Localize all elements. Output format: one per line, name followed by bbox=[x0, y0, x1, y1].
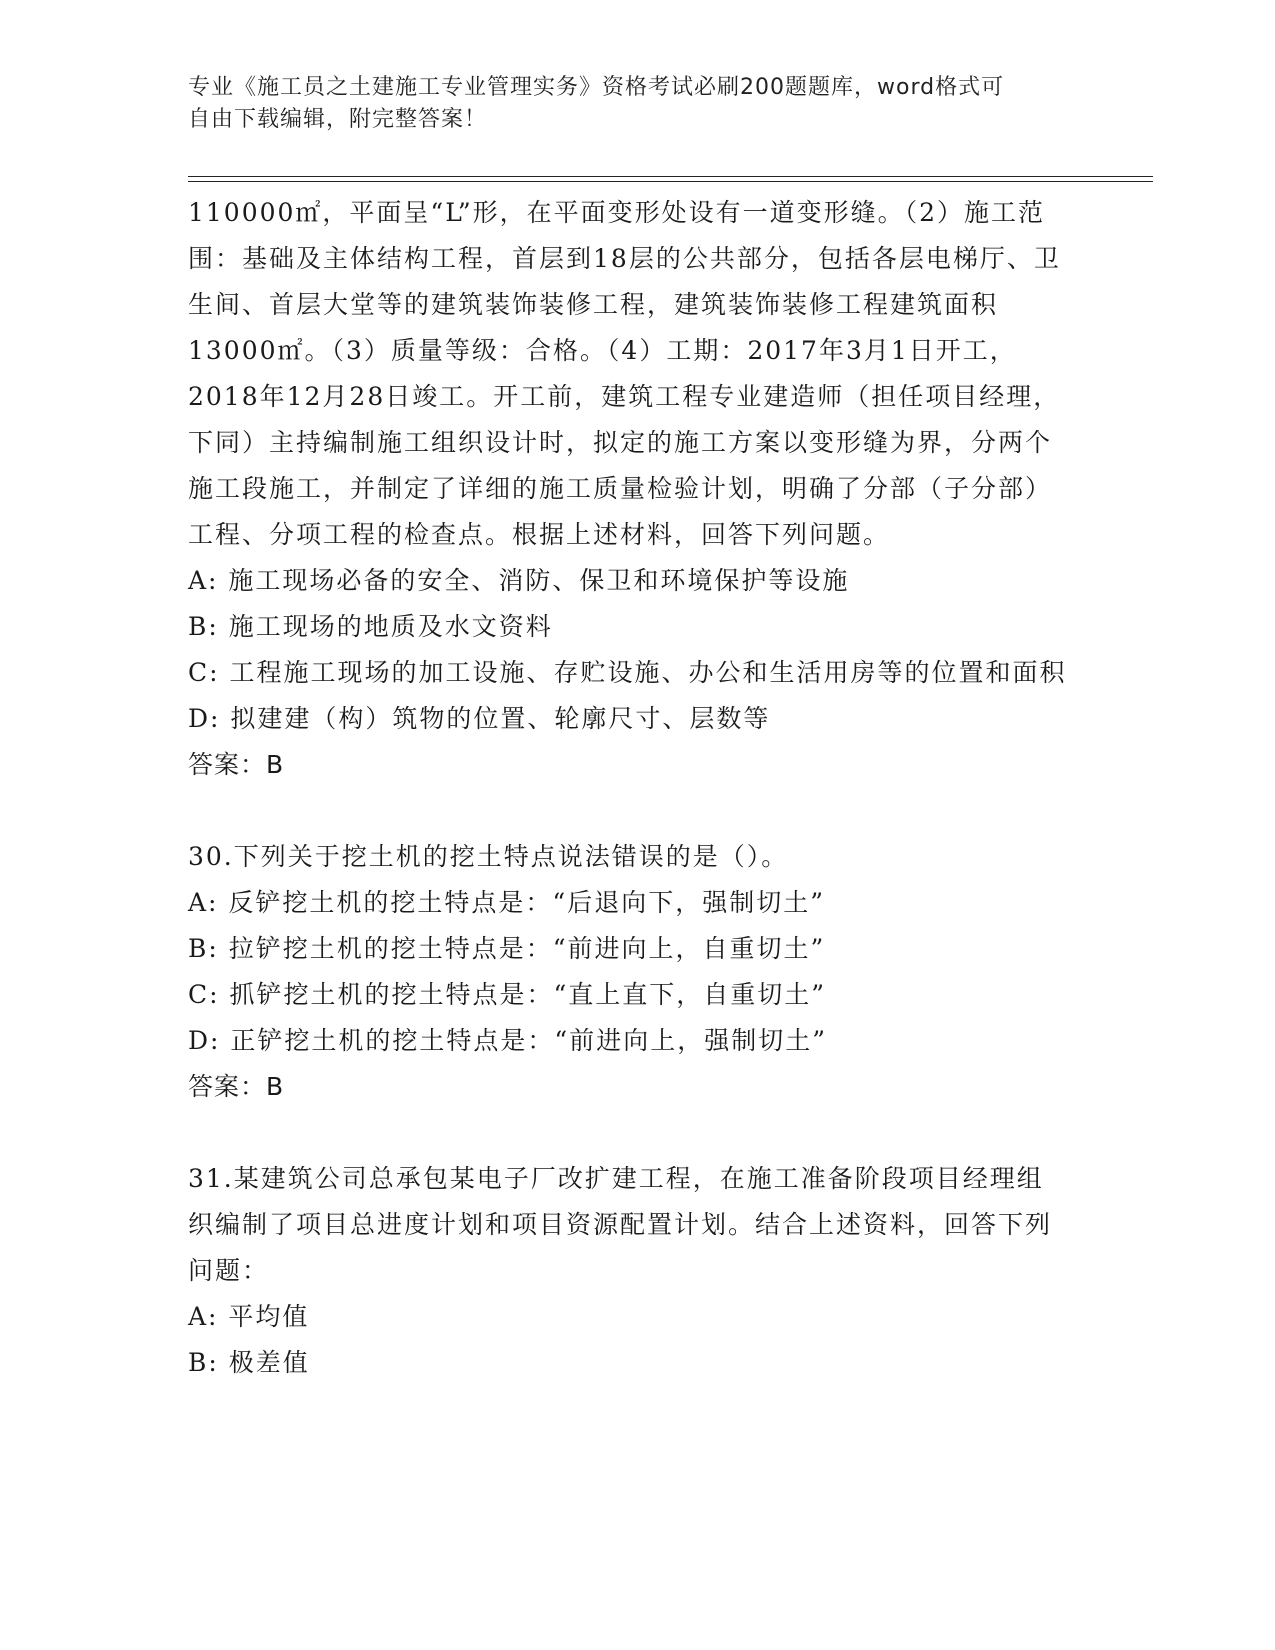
option-c: C: 工程施工现场的加工设施、存贮设施、办公和生活用房等的位置和面积 bbox=[188, 658, 1067, 687]
spacer bbox=[188, 788, 1068, 834]
header-line-1: 专业《施工员之土建施工专业管理实务》资格考试必刷200题题库，word格式可 bbox=[188, 75, 1005, 100]
option-d: D: 正铲挖土机的挖土特点是：“前进向上，强制切土” bbox=[188, 1026, 827, 1055]
question-30 bbox=[188, 834, 1068, 1110]
option-a: A: 施工现场必备的安全、消防、保卫和环境保护等设施 bbox=[188, 566, 850, 595]
answer: 答案：B bbox=[188, 1072, 285, 1101]
question-stem: 110000㎡，平面呈“L”形，在平面变形处设有一道变形缝。（2）施工范围：基础及主体结构工程，首层到18层的公共部分，包括各层电梯厅、卫生间、首层大堂等的建筑装饰装修工程，建筑装饰装修工程建筑面积13000㎡。（3）质量等级：合格。（4）工期：2017年3月1日开工，2018年12月28日竣工。开工前，建筑工程专业建造师（担任项目经理，下同）主持编制施工组织设计时，拟定的施工方案以变形缝为界，分两个施工段施工，并制定了详细的施工质量检验计划，明确了分部（子分部）工程、分项工程的检查点。根据上述材料，回答下列问题。 bbox=[188, 198, 1061, 549]
option-d: D: 拟建建（构）筑物的位置、轮廓尺寸、层数等 bbox=[188, 704, 771, 733]
option-c: C: 抓铲挖土机的挖土特点是：“直上直下，自重切土” bbox=[188, 980, 827, 1009]
document-body bbox=[188, 190, 1068, 1386]
option-a: A: 反铲挖土机的挖土特点是：“后退向下，强制切土” bbox=[188, 888, 825, 917]
option-b: B: 拉铲挖土机的挖土特点是：“前进向上，自重切土” bbox=[188, 934, 826, 963]
spacer bbox=[188, 1110, 1068, 1156]
option-b: B: 施工现场的地质及水文资料 bbox=[188, 612, 553, 641]
question-31 bbox=[188, 1156, 1068, 1386]
header-rule-bottom bbox=[188, 181, 1153, 182]
header-rule-top bbox=[188, 176, 1153, 177]
answer: 答案：B bbox=[188, 750, 285, 779]
question-stem: 31.某建筑公司总承包某电子厂改扩建工程，在施工准备阶段项目经理组织编制了项目总进度计划和项目资源配置计划。结合上述资料，回答下列问题： bbox=[188, 1164, 1053, 1285]
option-a: A: 平均值 bbox=[188, 1302, 310, 1331]
option-b: B: 极差值 bbox=[188, 1348, 310, 1377]
document-header bbox=[188, 72, 1068, 136]
question-stem: 30.下列关于挖土机的挖土特点说法错误的是（）。 bbox=[188, 842, 789, 871]
header-line-2: 自由下载编辑，附完整答案！ bbox=[188, 107, 488, 132]
question-29 bbox=[188, 190, 1068, 788]
